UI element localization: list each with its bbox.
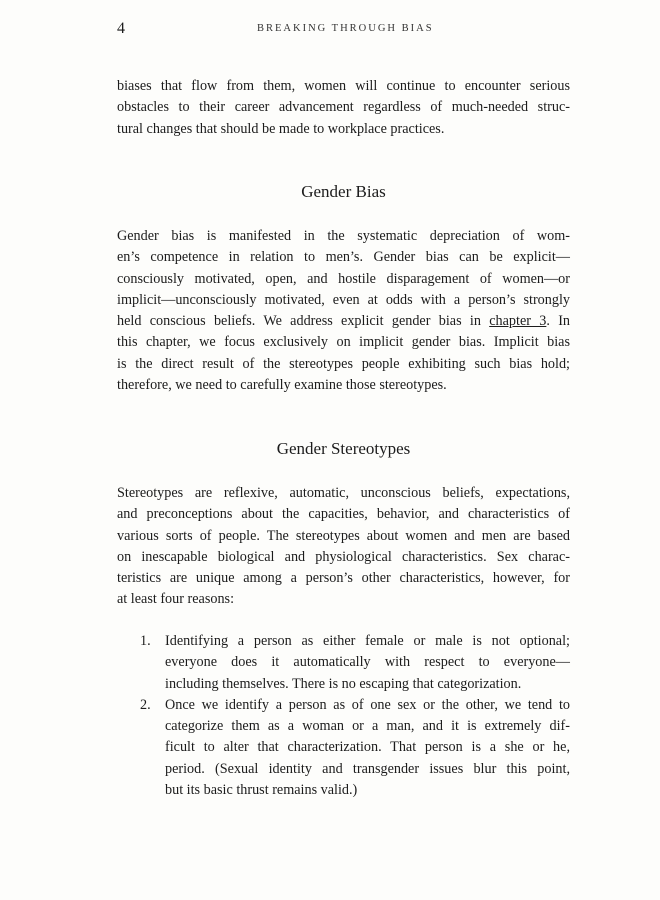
text-line: including themselves. There is no escaping that categorization. (165, 675, 522, 692)
text-line: is the direct result of the stereotypes people exhibiting such bias hold; (117, 355, 570, 372)
chapter-3-link[interactable]: chapter 3 (489, 313, 547, 330)
text-line: at least four reasons: (117, 591, 235, 608)
text-line: obstacles to their career advancement regardless of much-needed struc- (117, 99, 570, 116)
text-line: everyone does it automatically with respect to everyone— (165, 654, 570, 671)
text-line: but its basic thrust remains valid.) (165, 782, 358, 799)
section-heading-gender-bias: Gender Bias (301, 182, 386, 201)
text-line: consciously motivated, open, and hostile disparagement of women—or (117, 270, 570, 287)
page-header (117, 20, 572, 40)
list-item-number: 1. (140, 633, 151, 649)
list-item (140, 631, 570, 695)
running-head: BREAKING THROUGH BIAS (257, 23, 434, 34)
text-line: Identifying a person as either female or male is not optional; (165, 633, 570, 649)
list-item-number: 2. (140, 696, 151, 713)
text-line: and preconceptions about the capacities, behavior, and characteristics of (117, 506, 570, 523)
text-line: en’s competence in relation to men’s. Gender bias can be explicit— (117, 249, 570, 266)
intro-paragraph (117, 76, 570, 140)
list-item (140, 695, 570, 801)
reasons-list (140, 631, 570, 801)
text-line: therefore, we need to carefully examine those stereotypes. (117, 377, 447, 394)
page-number: 4 (117, 20, 125, 37)
text-line: biases that flow from them, women will continue to encounter serious (117, 78, 570, 94)
text-line: Gender bias is manifested in the systematic depreciation of wom- (117, 228, 570, 244)
section-heading-gender-stereotypes: Gender Stereotypes (276, 439, 411, 458)
text-line: Stereotypes are reflexive, automatic, unconscious beliefs, expectations, (117, 485, 570, 501)
text-line: period. (Sexual identity and transgender issues blur this point, (165, 760, 570, 777)
text-segment: . In (546, 313, 571, 330)
text-line: Once we identify a person as of one sex or the other, we tend to (165, 696, 570, 713)
text-line: on inescapable biological and physiological characteristics. Sex charac- (117, 548, 570, 565)
text-line-with-link (117, 311, 570, 332)
text-line: tural changes that should be made to workplace practices. (117, 120, 445, 137)
gender-bias-paragraph (117, 226, 570, 396)
gender-stereotypes-paragraph (117, 483, 570, 611)
text-line: various sorts of people. The stereotypes about women and men are based (117, 527, 570, 544)
text-line: implicit—unconsciously motivated, even at odds with a person’s strongly (117, 291, 570, 308)
text-line: teristics are unique among a person’s other characteristics, however, for (117, 570, 570, 587)
text-line: categorize them as a woman or a man, and it is extremely dif- (165, 718, 570, 735)
text-line: this chapter, we focus exclusively on implicit gender bias. Implicit bias (117, 334, 570, 351)
text-segment: held conscious beliefs. We address explicit gender bias in (117, 313, 481, 330)
text-line: ficult to alter that characterization. That person is a she or he, (165, 739, 570, 756)
